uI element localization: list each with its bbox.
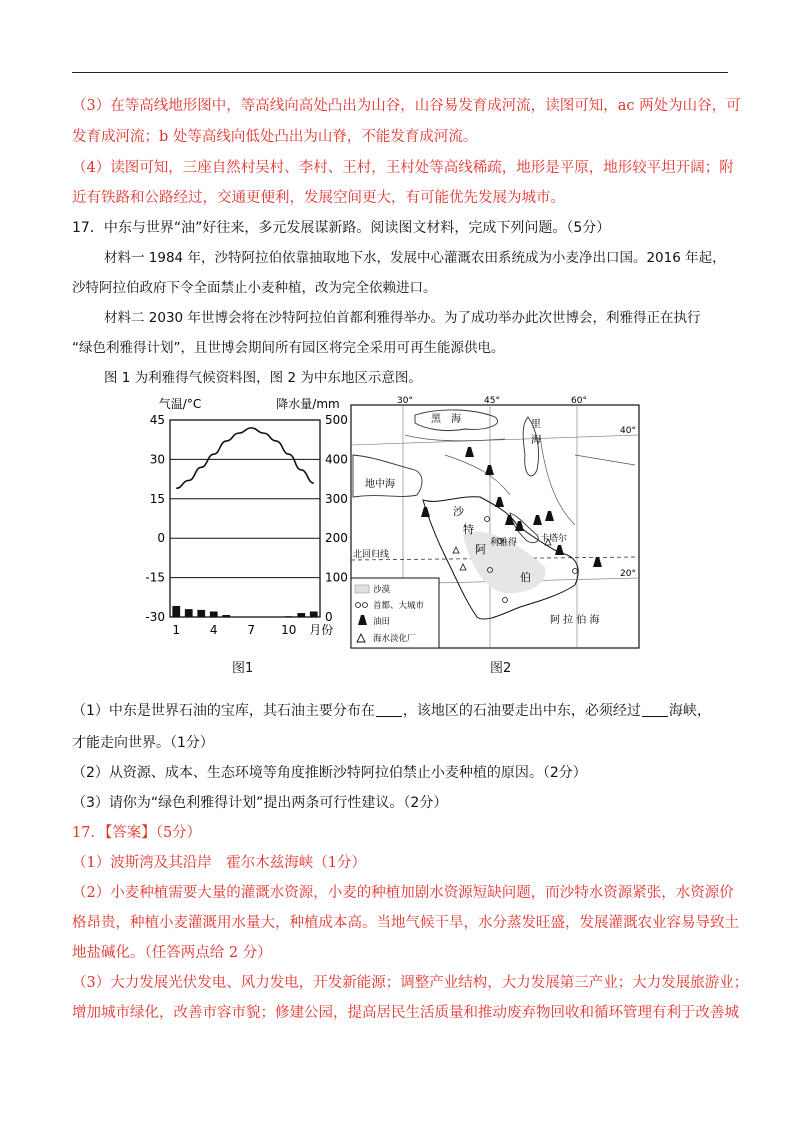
x-tick-label: 4: [209, 623, 218, 637]
label-saudi-3: 阿: [475, 543, 486, 556]
x-unit-label: 月份: [309, 623, 334, 637]
question17-title: 17．中东与世界“油”好往来，多元发展谋新路。阅读图文材料，完成下列问题。（5分）: [72, 220, 611, 236]
plot-frame: [170, 420, 320, 617]
legend-capital: 首都、大城市: [373, 601, 425, 611]
lat-40: 40°: [620, 426, 636, 436]
q1-text-c: 海峡，: [668, 703, 711, 719]
lon-30: 30°: [397, 396, 413, 406]
x-tick-label: 7: [247, 623, 256, 637]
label-riyadh: 利雅得: [490, 538, 518, 548]
precipitation-bar: [185, 609, 193, 617]
answer17-2-line1: （2）小麦种植需要大量的灌溉水资源，小麦的种植加剧水资源短缺问题，而沙特水资源紧张，水资源价: [72, 885, 734, 901]
label-arabian-sea: 阿 拉 伯 海: [550, 615, 600, 626]
answer-blank-1[interactable]: [376, 702, 402, 717]
answer16-4-line1: （4）读图可知，三座自然村吴村、李村、王村，王村处等高线稀疏，地形是平原，地形较平坦开阔；附: [72, 160, 734, 176]
question17-2: （2）从资源、成本、生态环境等角度推断沙特阿拉伯禁止小麦种植的原因。（2分）: [72, 765, 587, 781]
label-caspian-1: 里: [531, 419, 541, 430]
left-tick-label: 0: [157, 531, 165, 546]
question17-3: （3）请你为“绿色利雅得计划”提出两条可行性建议。（2分）: [72, 795, 448, 811]
question17-1-line1: [72, 700, 730, 722]
left-axis-title: 气温/°C: [158, 397, 202, 411]
figure2-caption: 图2: [490, 661, 512, 676]
precipitation-bar: [210, 611, 218, 617]
answer17-3-line2: 增加城市绿化，改善市容市貌；修建公园，提高居民生活质量和推动废弃物回收和循环管理有利于改善城: [72, 1005, 739, 1021]
answer17-2-line3: 地盐碱化。（任答两点给 2 分）: [72, 945, 272, 961]
answer17-2-line2: 格昂贵，种植小麦灌溉用水量大，种植成本高。当地气候干旱，水分蒸发旺盛，发展灌溉农业容易导致土: [72, 915, 739, 931]
left-tick-label: 30: [149, 452, 165, 467]
label-saudi-2: 特: [463, 523, 474, 536]
q1-text-b: ，该地区的石油要走出中东，必须经过: [402, 703, 641, 719]
left-tick-label: 45: [149, 413, 165, 427]
temperature-curve: [176, 428, 314, 488]
left-tick-label: -30: [145, 610, 165, 624]
answer16-3-line2: 发育成河流；b 处等高线向低处凸出为山脊，不能发育成河流。: [72, 129, 478, 145]
material2-line2: “绿色利雅得计划”，且世博会期间所有园区将完全采用可再生能源供电。: [72, 340, 505, 356]
right-tick-label: 200: [325, 531, 348, 546]
answer17-3-line1: （3）大力发展光伏发电、风力发电，开发新能源；调整产业结构，大力发展第三产业；大力发展旅游业；: [72, 975, 749, 991]
precipitation-bar: [172, 606, 180, 617]
label-qatar: 卡塔尔: [540, 534, 568, 544]
x-tick-label: 1: [172, 623, 181, 637]
right-tick-label: 100: [325, 570, 348, 585]
left-tick-label: -15: [145, 570, 165, 585]
q1-text-a: （1）中东是世界石油的宝库，其石油主要分布在: [72, 703, 375, 719]
answer17-1: （1）波斯湾及其沿岸 霍尔木兹海峡（1分）: [72, 855, 366, 871]
precipitation-bar: [197, 610, 205, 617]
lon-45: 45°: [484, 396, 500, 406]
label-saudi-4: 伯: [520, 571, 531, 584]
answer16-4-line2: 近有铁路和公路经过，交通更便利，发展空间更大，有可能优先发展为城市。: [72, 190, 565, 206]
right-tick-label: 0: [325, 610, 333, 624]
lat-20: 20°: [620, 569, 636, 579]
label-tropic: 北回归线: [353, 550, 390, 560]
legend-desal: 海水淡化厂: [373, 634, 416, 644]
label-mediterranean: 地中海: [365, 479, 395, 490]
right-tick-label: 300: [325, 491, 348, 506]
label-saudi-1: 沙: [453, 505, 464, 518]
label-black-sea: 黑 海: [431, 414, 461, 425]
figure-intro: 图 1 为利雅得气候资料图，图 2 为中东地区示意图。: [104, 370, 422, 386]
material1-line2: 沙特阿拉伯政府下令全面禁止小麦种植，改为完全依赖进口。: [72, 280, 437, 296]
figure1-caption: 图1: [232, 661, 254, 676]
left-tick-label: 15: [149, 491, 165, 506]
legend-desert: 沙漠: [373, 585, 391, 595]
right-axis-title: 降水量/mm: [276, 397, 340, 411]
right-tick-label: 400: [325, 452, 348, 467]
answer16-3-line1: （3）在等高线地形图中，等高线向高处凸出为山谷，山谷易发育成河流，读图可知，ac 两处为山谷，可: [72, 98, 741, 114]
material2-line1: 材料二 2030 年世博会将在沙特阿拉伯首都利雅得举办。为了成功举办此次世博会，利雅得正在执行: [104, 310, 701, 326]
legend-oil: 油田: [373, 617, 391, 627]
middle-east-map: [345, 395, 645, 655]
answer-blank-2[interactable]: [642, 702, 668, 717]
question17-1-line2: 才能走向世界。（1分）: [72, 735, 214, 751]
material1-line1: 材料一 1984 年，沙特阿拉伯依靠抽取地下水，发展中心灌溉农田系统成为小麦净出口国。2016 年起，: [104, 250, 726, 266]
desert-swatch: [355, 585, 369, 593]
header-rule: [72, 72, 728, 73]
x-tick-label: 10: [281, 623, 297, 637]
right-tick-label: 500: [325, 413, 348, 427]
label-caspian-2: 海: [531, 435, 541, 446]
answer17-title: 17．【答案】（5分）: [72, 825, 202, 841]
precipitation-bar: [310, 611, 318, 617]
lon-60: 60°: [571, 396, 587, 406]
climate-chart: [140, 390, 350, 645]
